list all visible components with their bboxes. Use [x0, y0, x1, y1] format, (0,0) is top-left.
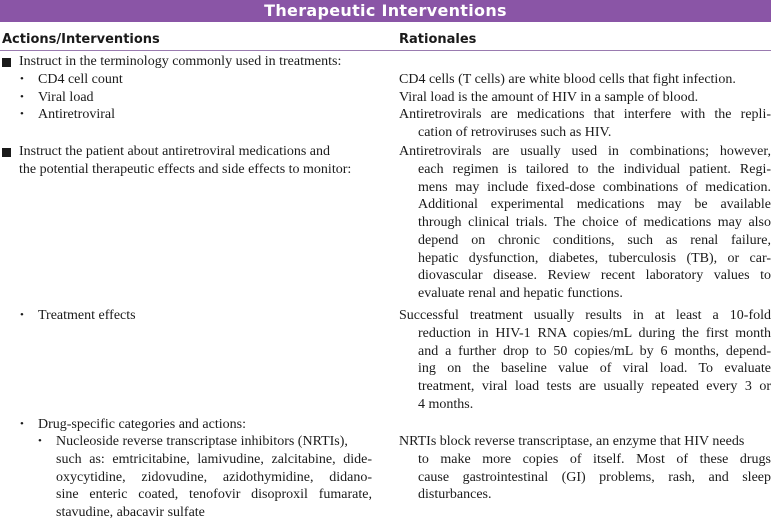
- nrti-label-line: stavudine, abacavir sulfate: [56, 505, 205, 520]
- rationale-combination-line: depend on chronic conditions, such as renal failure,: [418, 233, 771, 248]
- bullet-icon: •: [20, 108, 24, 120]
- rationale-treatment-line: Successful treatment usually results in at least a 10-fold: [399, 308, 771, 323]
- term-antiretroviral: Antiretroviral: [38, 107, 115, 122]
- rationale-combination-line: hepatic dysfunction, diabetes, tuberculosis (TB), or car-: [418, 251, 771, 266]
- nrti-label-line: oxycytidine, zidovudine, azidothymidine, didano-: [56, 470, 372, 485]
- rationale-treatment-line: treatment, viral load tests are usually repeated every 3 or: [418, 379, 771, 394]
- rationale-combination-line: through clinical trials. The choice of medications may also: [418, 215, 771, 230]
- rationale-cd4: CD4 cells (T cells) are white blood cells that fight infection.: [399, 72, 736, 87]
- nrti-label-line: sine enteric coated, tenofovir disoproxil fumarate,: [56, 487, 372, 502]
- rationale-antiretroviral-line: cation of retroviruses such as HIV.: [418, 125, 612, 140]
- rationale-combination-line: Additional experimental medications may be available: [418, 197, 771, 212]
- rationale-nrti-line: to make more copies of itself. Most of these drugs: [418, 452, 771, 467]
- rationale-viral-load: Viral load is the amount of HIV in a sample of blood.: [399, 90, 699, 105]
- rationale-nrti-line: cause gastrointestinal (GI) problems, rash, and sleep: [418, 470, 771, 485]
- bullet-icon: •: [20, 309, 24, 321]
- term-viral-load: Viral load: [38, 90, 94, 105]
- rationale-treatment-line: and a further drop to 50 copies/mL by 6 months, depend-: [418, 344, 771, 359]
- drug-categories-label: Drug-specific categories and actions:: [38, 417, 246, 432]
- nrti-label-line: Nucleoside reverse transcriptase inhibitors (NRTIs),: [56, 434, 348, 449]
- rationale-nrti-line: NRTIs block reverse transcriptase, an enzyme that HIV needs: [399, 434, 745, 449]
- rationale-combination-line: diovascular disease. Review recent laboratory values to: [418, 268, 771, 283]
- bullet-icon: •: [20, 73, 24, 85]
- rationale-antiretroviral-line: Antiretrovirals are medications that interfere with the repli-: [399, 107, 771, 122]
- term-cd4: CD4 cell count: [38, 72, 123, 87]
- intervention-terminology: Instruct in the terminology commonly used in treatments:: [19, 54, 342, 69]
- rationale-nrti-line: disturbances.: [418, 487, 492, 502]
- square-bullet-icon: [2, 148, 11, 157]
- actions-column-header: Actions/Interventions: [2, 32, 160, 47]
- rationale-treatment-line: ing on the baseline value of viral load. To evaluate: [418, 361, 771, 376]
- section-banner: Therapeutic Interventions: [0, 0, 771, 22]
- rationale-combination-line: mens may include fixed-dose combinations of medication.: [418, 180, 771, 195]
- rationale-combination-line: each regimen is tailored to the individual patient. Regi-: [418, 162, 771, 177]
- square-bullet-icon: [2, 58, 11, 67]
- rationale-combination-line: evaluate renal and hepatic functions.: [418, 286, 623, 301]
- bullet-icon: •: [20, 418, 24, 430]
- treatment-effects-label: Treatment effects: [38, 308, 136, 323]
- nrti-label-line: such as: emtricitabine, lamivudine, zalcitabine, dide-: [56, 452, 372, 467]
- intervention-medications-line2: the potential therapeutic effects and side effects to monitor:: [19, 162, 352, 177]
- rationale-treatment-line: reduction in HIV-1 RNA copies/mL during the first month: [418, 326, 771, 341]
- rationales-column-header: Rationales: [399, 32, 477, 47]
- rationale-treatment-line: 4 months.: [418, 397, 474, 412]
- header-divider: [0, 50, 771, 51]
- bullet-icon: •: [38, 435, 42, 447]
- rationale-combination-line: Antiretrovirals are usually used in combinations; however,: [399, 144, 771, 159]
- bullet-icon: •: [20, 91, 24, 103]
- intervention-medications-line1: Instruct the patient about antiretroviral medications and: [19, 144, 331, 159]
